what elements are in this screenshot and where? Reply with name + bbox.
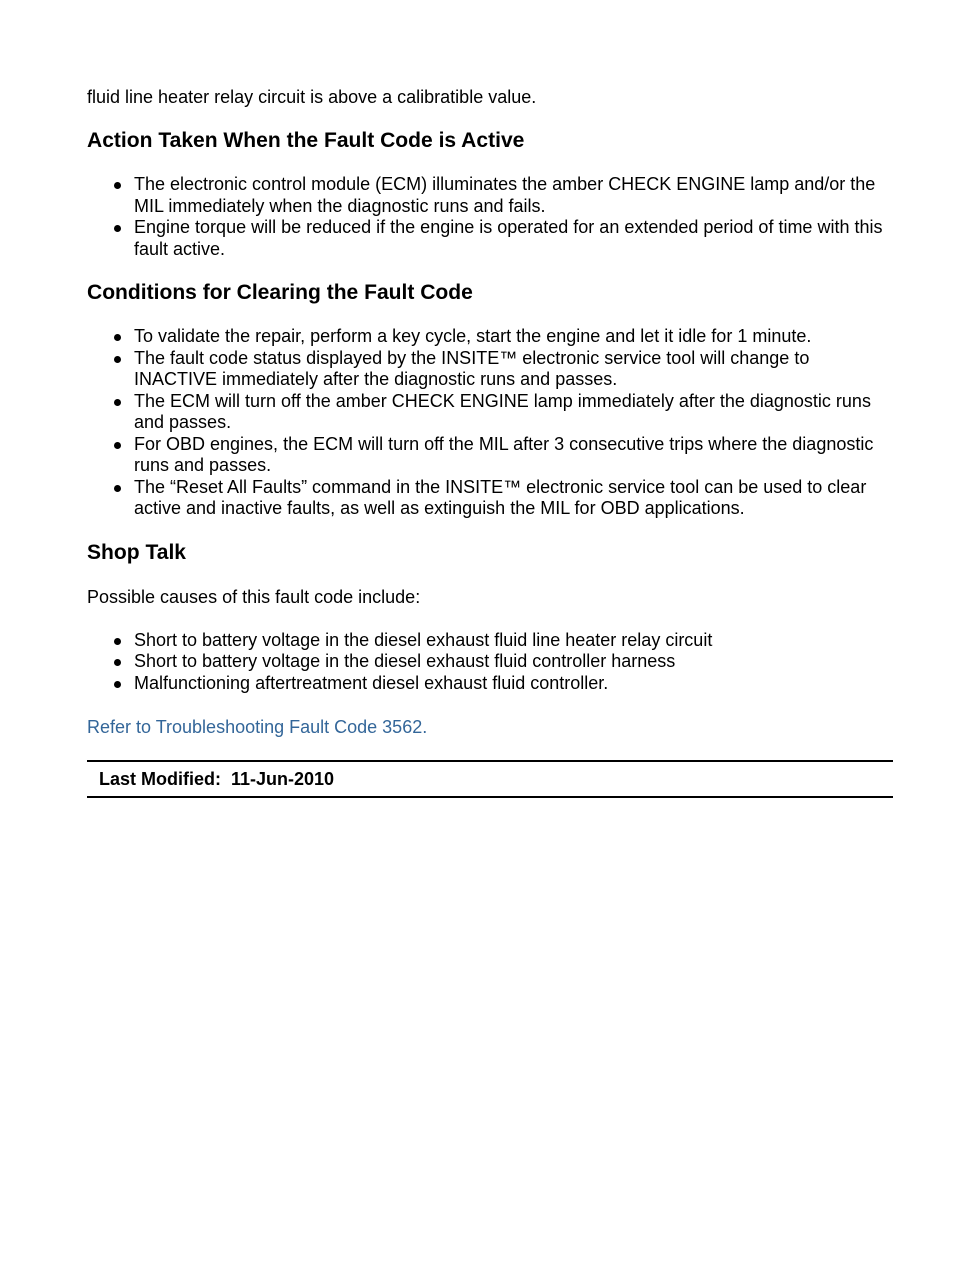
list-item: Short to battery voltage in the diesel exhaust fluid line heater relay circuit: [87, 630, 893, 652]
bullet-icon: [114, 681, 121, 688]
clearing-list: [87, 326, 893, 520]
shop-talk-intro: Possible causes of this fault code include:: [87, 586, 421, 607]
bullet-icon: [114, 356, 121, 363]
document-page: [87, 86, 893, 798]
clearing-heading: Conditions for Clearing the Fault Code: [87, 281, 473, 304]
last-modified-date: 11-Jun-2010: [231, 769, 335, 789]
bullet-icon: [114, 399, 121, 406]
bullet-icon: [114, 659, 121, 666]
list-item: To validate the repair, perform a key cycle, start the engine and let it idle for 1 minute.: [87, 326, 893, 348]
shop-talk-heading: Shop Talk: [87, 540, 187, 564]
list-item: For OBD engines, the ECM will turn off the MIL after 3 consecutive trips where the diagnostic runs and passes.: [87, 434, 893, 477]
bullet-icon: [114, 334, 121, 341]
last-modified-label: Last Modified:: [99, 769, 221, 789]
bullet-icon: [114, 225, 121, 232]
bullet-icon: [114, 485, 121, 492]
list-item: The fault code status displayed by the INSITE™ electronic service tool will change to INACTIVE immediately after the diagnostic runs and passes.: [87, 348, 893, 391]
list-item: Engine torque will be reduced if the engine is operated for an extended period of time with this fault active.: [87, 217, 893, 260]
bullet-icon: [114, 442, 121, 449]
intro-text: fluid line heater relay circuit is above a calibratible value.: [87, 87, 537, 107]
list-item: The ECM will turn off the amber CHECK ENGINE lamp immediately after the diagnostic runs and passes.: [87, 391, 893, 434]
list-item: The electronic control module (ECM) illuminates the amber CHECK ENGINE lamp and/or the MIL immediately when the diagnostic runs and fails.: [87, 174, 893, 217]
list-item: The “Reset All Faults” command in the INSITE™ electronic service tool can be used to clear active and inactive faults, as well as extinguish the MIL for OBD applications.: [87, 477, 893, 520]
bullet-icon: [114, 638, 121, 645]
list-item: Short to battery voltage in the diesel exhaust fluid controller harness: [87, 651, 893, 673]
list-item: Malfunctioning aftertreatment diesel exhaust fluid controller.: [87, 673, 893, 695]
action-heading: Action Taken When the Fault Code is Active: [87, 129, 525, 152]
troubleshooting-link[interactable]: Refer to Troubleshooting Fault Code 3562.: [87, 717, 428, 737]
action-list: [87, 174, 893, 260]
causes-list: [87, 630, 893, 695]
last-modified-bar: [87, 760, 893, 798]
bullet-icon: [114, 182, 121, 189]
